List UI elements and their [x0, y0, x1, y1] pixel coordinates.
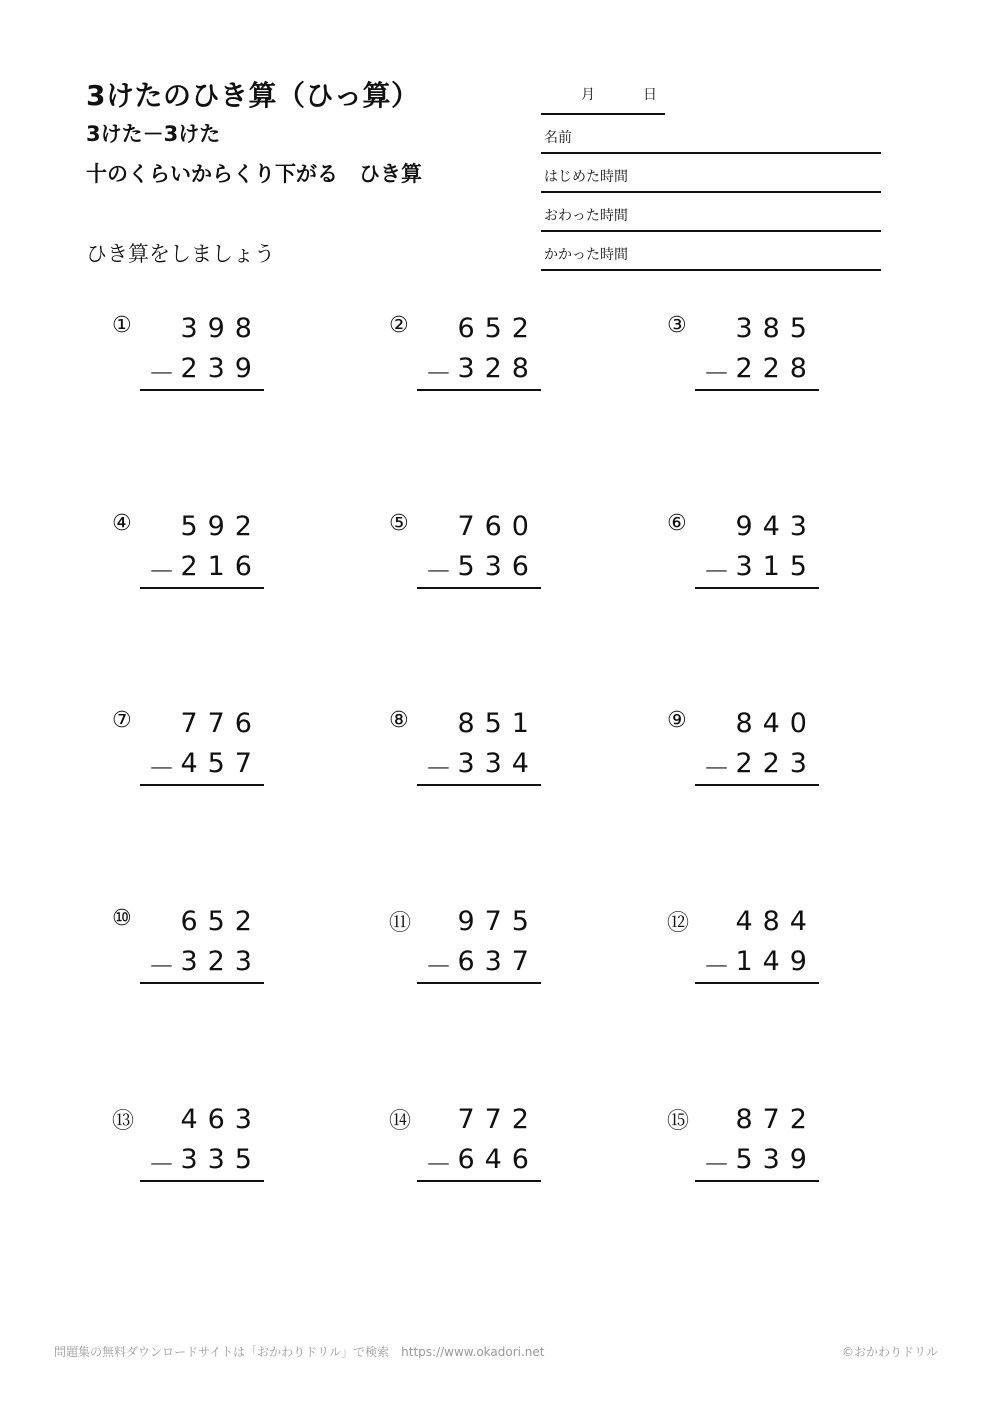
footer-site-note: 問題集の無料ダウンロードサイトは「おかわりドリル」で検索 https://www.okadori.net — [54, 1345, 545, 1359]
month-label: 月 — [581, 87, 595, 103]
problem-number: ⑥ — [667, 511, 687, 536]
minus-sign: － — [425, 952, 452, 983]
elapsed-time-field[interactable] — [541, 232, 881, 271]
end-time-label: おわった時間 — [544, 208, 628, 224]
minuend: 463 — [180, 1104, 262, 1135]
problem-number: ⑩ — [112, 906, 132, 931]
name-label: 名前 — [544, 130, 572, 146]
subtrahend: 323 — [180, 946, 262, 977]
page-subtitle: 3けた－3けた — [86, 122, 221, 146]
problem-number: ① — [112, 313, 132, 338]
answer-line — [417, 389, 541, 391]
minuend: 652 — [180, 906, 262, 937]
problem-6 — [667, 511, 847, 591]
problem-number: ④ — [112, 511, 132, 536]
minuend: 840 — [735, 708, 817, 739]
minuend: 760 — [457, 511, 539, 542]
minus-sign: － — [425, 359, 452, 390]
day-label: 日 — [643, 87, 657, 103]
minus-sign: － — [425, 754, 452, 785]
end-time-field[interactable] — [541, 193, 881, 232]
problem-number: ⑮ — [667, 1109, 690, 1134]
minus-sign: － — [425, 557, 452, 588]
page-subtitle-2: 十のくらいからくり下がる ひき算 — [86, 162, 422, 186]
minuend: 872 — [735, 1104, 817, 1135]
problem-3 — [667, 313, 847, 393]
problem-7 — [112, 708, 292, 788]
problem-number: ⑪ — [389, 911, 412, 936]
problem-11 — [389, 906, 569, 986]
minuend: 385 — [735, 313, 817, 344]
minuend: 592 — [180, 511, 262, 542]
minus-sign: － — [703, 754, 730, 785]
problem-5 — [389, 511, 569, 591]
problem-number: ⑬ — [112, 1109, 135, 1134]
problem-number: ⑧ — [389, 708, 409, 733]
minuend: 943 — [735, 511, 817, 542]
minus-sign: － — [425, 1150, 452, 1181]
subtrahend: 223 — [735, 748, 817, 779]
minuend: 851 — [457, 708, 539, 739]
answer-line — [695, 587, 819, 589]
answer-line — [417, 587, 541, 589]
answer-line — [140, 784, 264, 786]
answer-line — [695, 1180, 819, 1182]
answer-line — [417, 1180, 541, 1182]
subtrahend: 536 — [457, 551, 539, 582]
subtrahend: 315 — [735, 551, 817, 582]
problem-14 — [389, 1104, 569, 1184]
problem-number: ③ — [667, 313, 687, 338]
problem-15 — [667, 1104, 847, 1184]
answer-line — [417, 982, 541, 984]
page-title: 3けたのひき算（ひっ算） — [86, 79, 420, 112]
subtrahend: 334 — [457, 748, 539, 779]
footer-copyright: ©おかわりドリル — [841, 1345, 938, 1359]
answer-line — [695, 982, 819, 984]
answer-line — [695, 784, 819, 786]
minuend: 975 — [457, 906, 539, 937]
subtrahend: 457 — [180, 748, 262, 779]
subtrahend: 228 — [735, 353, 817, 384]
minus-sign: － — [703, 557, 730, 588]
answer-line — [140, 982, 264, 984]
start-time-field[interactable] — [541, 154, 881, 193]
minuend: 652 — [457, 313, 539, 344]
instruction-text: ひき算をしましょう — [86, 242, 275, 266]
minus-sign: － — [148, 952, 175, 983]
problem-1 — [112, 313, 292, 393]
minus-sign: － — [703, 952, 730, 983]
problem-number: ⑫ — [667, 911, 690, 936]
elapsed-time-label: かかった時間 — [544, 247, 628, 263]
minuend: 772 — [457, 1104, 539, 1135]
problem-12 — [667, 906, 847, 986]
minus-sign: － — [148, 557, 175, 588]
minus-sign: － — [148, 754, 175, 785]
problem-10 — [112, 906, 292, 986]
name-field[interactable] — [541, 115, 881, 154]
start-time-label: はじめた時間 — [544, 169, 628, 185]
answer-line — [417, 784, 541, 786]
minus-sign: － — [703, 1150, 730, 1181]
subtrahend: 328 — [457, 353, 539, 384]
subtrahend: 216 — [180, 551, 262, 582]
problem-number: ⑤ — [389, 511, 409, 536]
problem-2 — [389, 313, 569, 393]
minus-sign: － — [148, 1150, 175, 1181]
problem-8 — [389, 708, 569, 788]
answer-line — [695, 389, 819, 391]
subtrahend: 239 — [180, 353, 262, 384]
subtrahend: 637 — [457, 946, 539, 977]
answer-line — [140, 587, 264, 589]
problem-13 — [112, 1104, 292, 1184]
answer-line — [140, 389, 264, 391]
subtrahend: 335 — [180, 1144, 262, 1175]
problem-number: ⑦ — [112, 708, 132, 733]
problem-number: ⑭ — [389, 1109, 412, 1134]
minus-sign: － — [148, 359, 175, 390]
subtrahend: 646 — [457, 1144, 539, 1175]
answer-line — [140, 1180, 264, 1182]
problem-9 — [667, 708, 847, 788]
subtrahend: 539 — [735, 1144, 817, 1175]
minuend: 776 — [180, 708, 262, 739]
date-field[interactable] — [541, 78, 665, 115]
subtrahend: 149 — [735, 946, 817, 977]
minuend: 484 — [735, 906, 817, 937]
problem-4 — [112, 511, 292, 591]
problem-number: ⑨ — [667, 708, 687, 733]
minus-sign: － — [703, 359, 730, 390]
problem-number: ② — [389, 313, 409, 338]
minuend: 398 — [180, 313, 262, 344]
